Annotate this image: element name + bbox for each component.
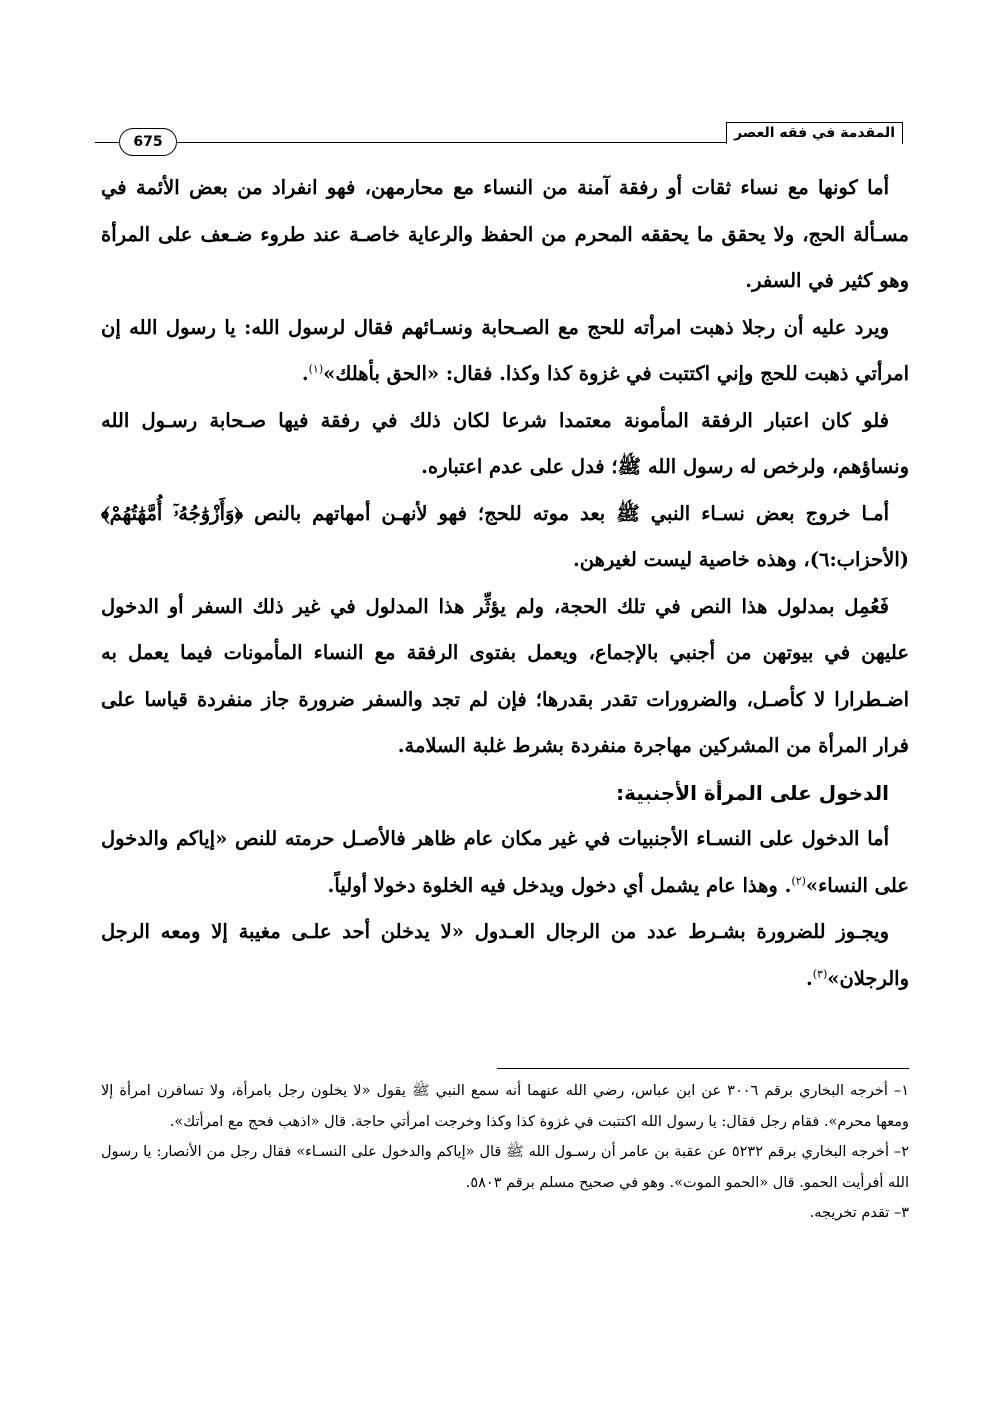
page-header [95,120,903,150]
paragraph-2 [101,305,909,398]
paragraph-7 [101,909,909,1002]
footnote-ref-3[interactable]: (٣) [812,967,828,980]
paragraph-3: فلو كان اعتبار الرفقة المأمونة معتمدا شرعا لكان ذلك في رفقة فيها صـحابة رسـول الله ونساؤهم، ولرخص له رسول الله ﷺ؛ فدل على عدم اعتباره. [101,408,909,478]
section-heading: الدخول على المرأة الأجنبية: [616,780,889,805]
footnote-3: ٣– تقدم تخريجه. [809,1205,909,1221]
paragraph-4: أمـا خروج بعض نسـاء النبي ﷺ بعد موته للحج؛ فهو لأنهـن أمهاتهم بالنص ﴿وَأَزْوَٰجُهُۥٓ أُمَّهَٰتُهُمْ﴾ (الأحزاب:٦)، وهذه خاصية ليست لغيرهن. [101,501,909,571]
footnote-ref-2[interactable]: (٢) [791,874,806,887]
paragraph-6-text: أما الدخول على النسـاء الأجنبيات في غير مكان عام ظاهر فالأصـل حرمته للنص «إياكم والدخول على النساء» [101,827,909,897]
paragraph-6 [101,816,909,909]
footnote-divider [497,1068,909,1069]
footnotes [101,1076,909,1229]
page-number: 675 [119,128,177,156]
paragraph-7-text: ويجـوز للضرورة بشـرط عدد من الرجال العـدول «لا يدخلن أحد علـى مغيبة إلا ومعه الرجل والرجلان» [101,920,909,990]
paragraph-1: أما كونها مع نساء ثقات أو رفقة آمنة من النساء مع محارمهن، فهو انفراد من بعض الأئمة في مسـألة الحج، ولا يحقق ما يحققه المحرم من الحفظ والرعاية خاصـة عند طروء ضـعف على المرأة وهو كثير في السفر. [101,176,909,292]
footnote-ref-1[interactable]: (١) [308,362,324,376]
paragraph-6-end: . وهذا عام يشمل أي دخول ويدخل فيه الخلوة دخولا أولياً. [327,873,792,897]
paragraph-7-end: . [805,966,813,990]
paragraph-2-end: . [301,362,309,385]
footnote-2: ٢– أخرجه البخاري برقم ٥٢٣٢ عن عقبة بن عامر أن رسـول الله ﷺ قال «إياكم والدخول على النسـاء» فقال رجل من الأنصار: يا رسول الله أفرأيت الحمو. قال «الحمو الموت». وهو في صحيح مسلم برقم ٥٨٠٣. [101,1144,909,1191]
book-title: المقدمة في فقه العصر [726,122,903,144]
main-text [101,165,909,1002]
footnote-1: ١– أخرجه البخاري برقم ٣٠٠٦ عن ابن عباس، رضي الله عنهما أنه سمع النبي ﷺ يقول «لا يخلون رجل بامرأة، ولا تسافرن امرأة إلا ومعها محرم». فقام رجل فقال: يا رسول الله اكتتبت في غزوة كذا وكذا وخرجت امرأتي حاجة. قال «اذهب فحج مع امرأتك». [101,1083,909,1130]
paragraph-5: فَعُمِل بمدلول هذا النص في تلك الحجة، ولم يؤثِّر هذا المدلول في غير ذلك السفر أو الدخول عليهن في بيوتهن من أجنبي بالإجماع، ويعمل بفتوى الرفقة مع النساء المأمونات فيما يعمل به اضـطرارا لا كأصـل، والضرورات تقدر بقدرها؛ فإن لم تجد والسفر ضرورة جاز منفردة قياسا على فرار المرأة من المشركين مهاجرة منفردة بشرط غلبة السلامة. [101,594,909,757]
paragraph-2-text: ويرد عليه أن رجلا ذهبت امرأته للحج مع الصـحابة ونسـائهم فقال لرسول الله: يا رسول الله إن امرأتي ذهبت للحج وإني اكتتبت في غزوة كذا وكذا. فقال: «الحق بأهلك» [101,315,909,385]
